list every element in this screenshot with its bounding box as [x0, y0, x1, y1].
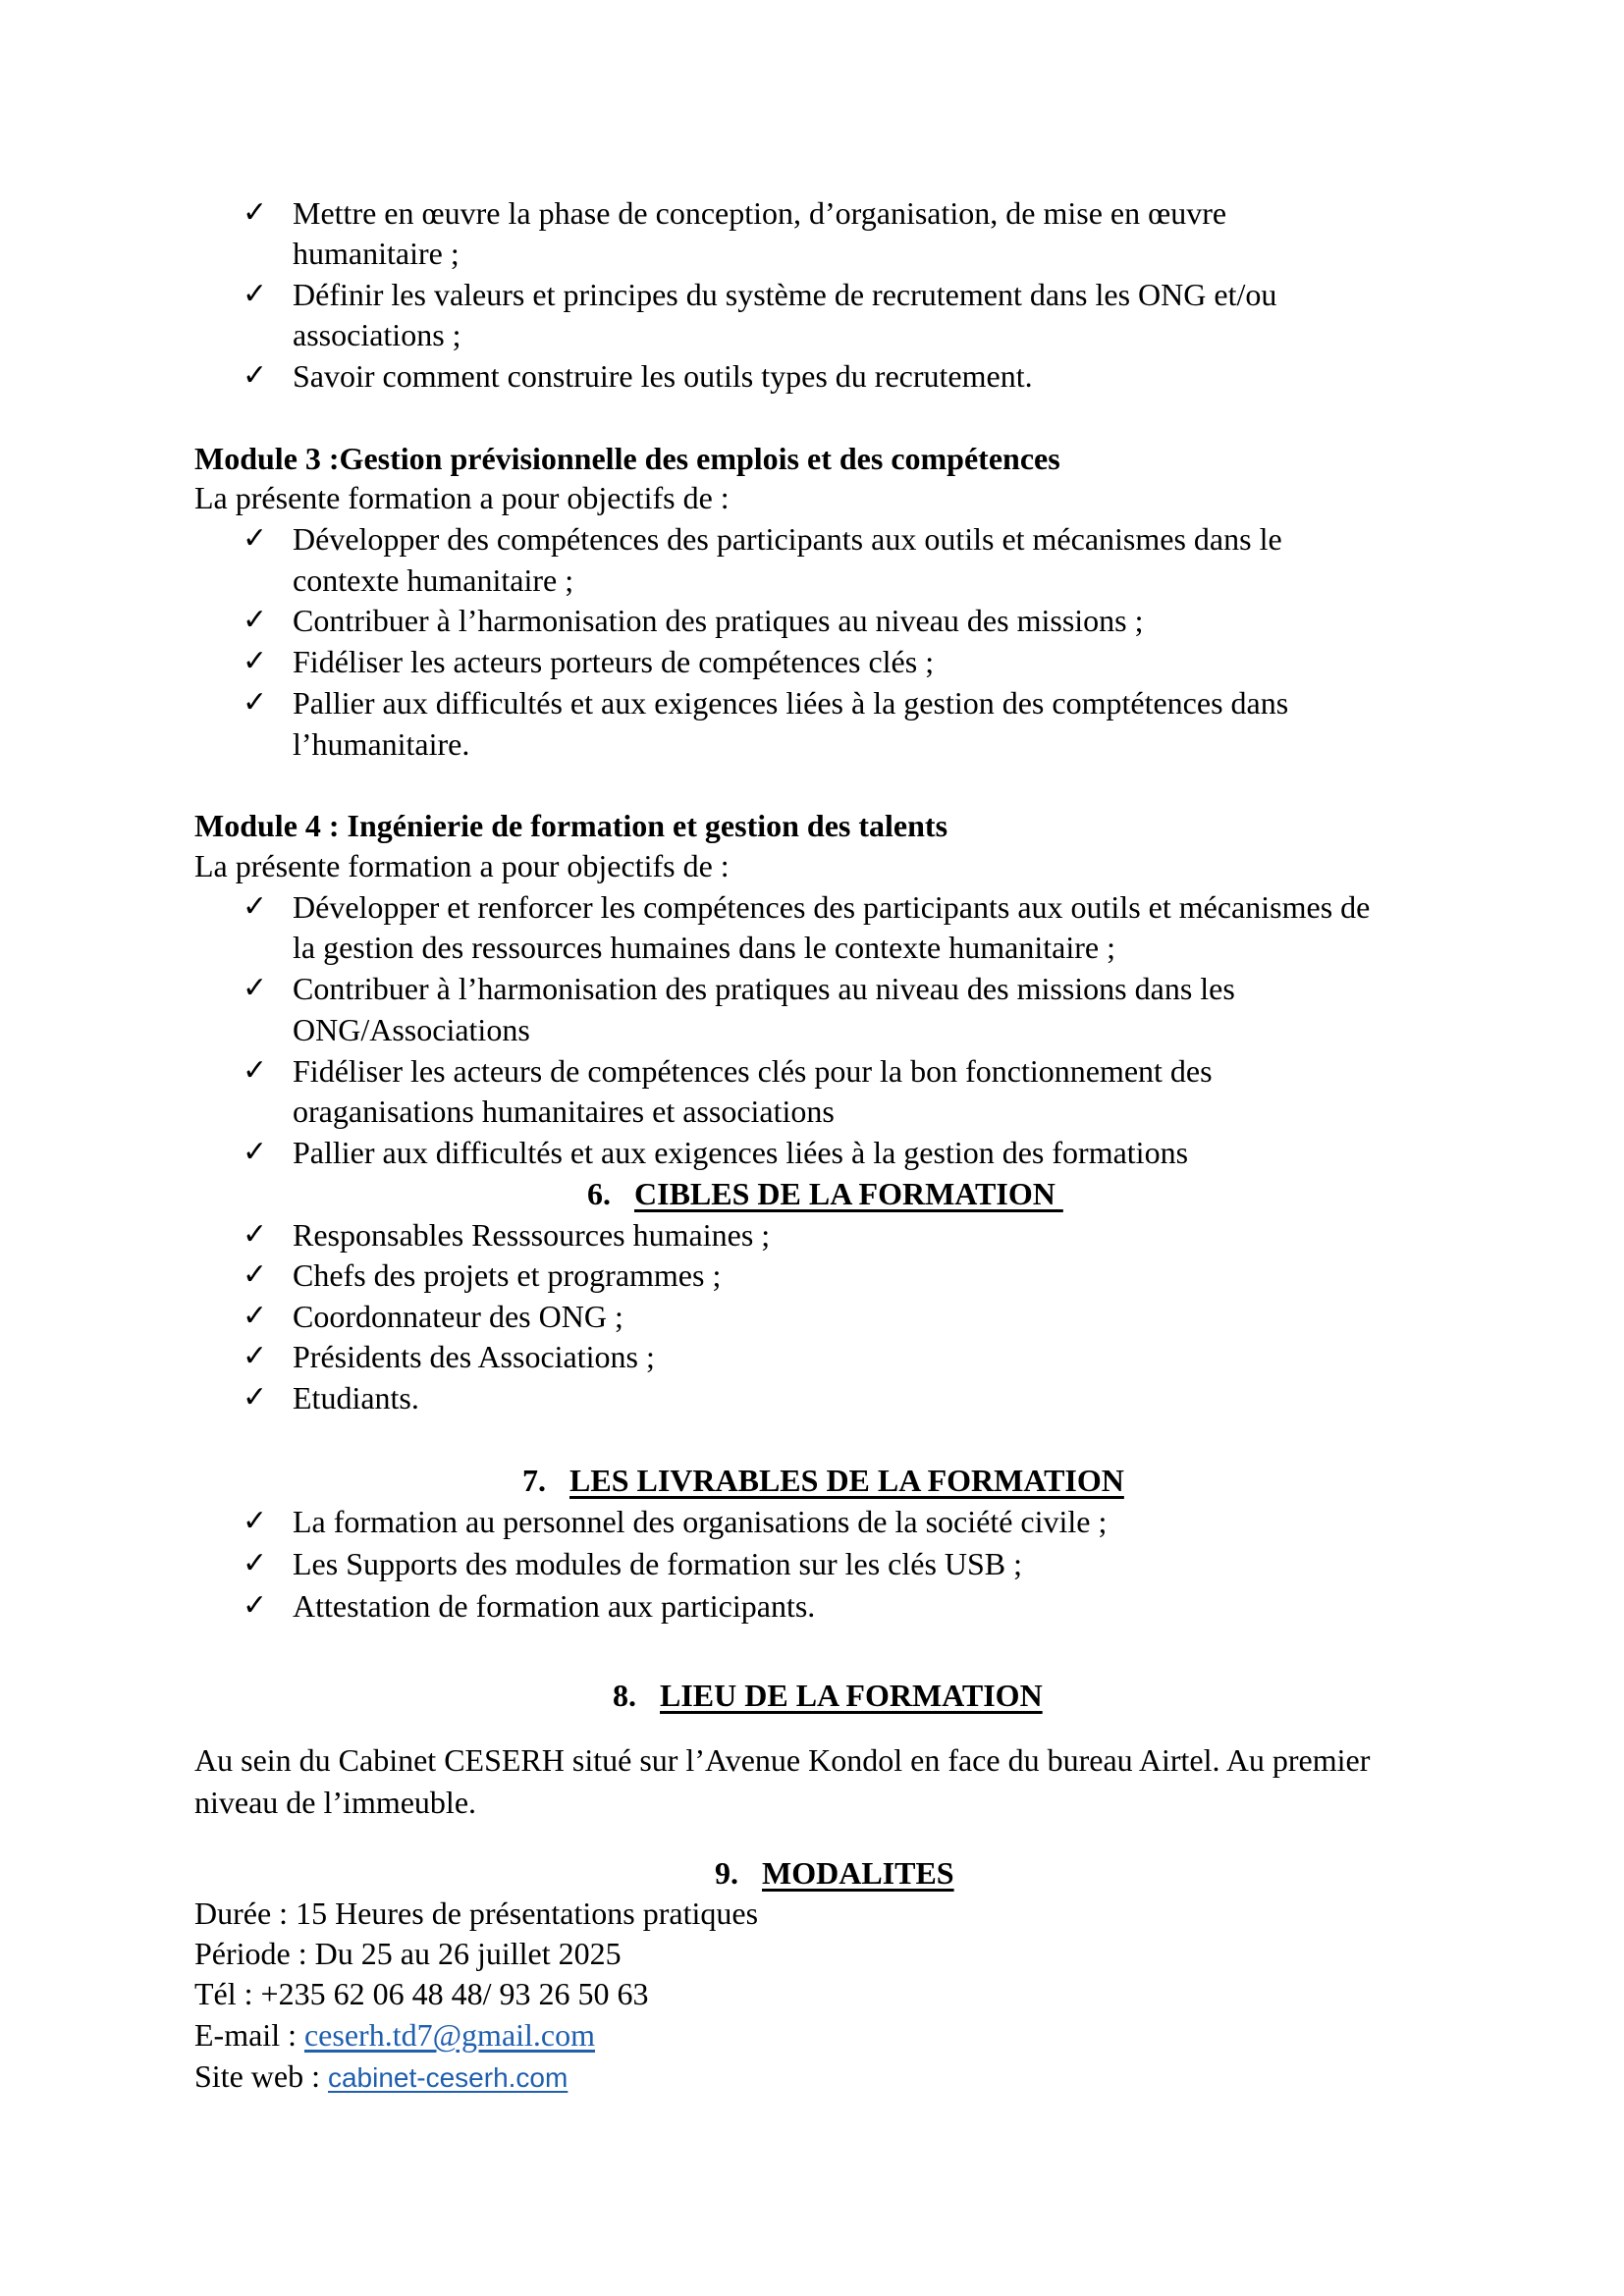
- module-4-intro: La présente formation a pour objectifs de :: [194, 848, 730, 883]
- module-3-title: Module 3 :Gestion prévisionnelle des emplois et des compétences: [194, 441, 1060, 476]
- list-item-text: Développer et renforcer les compétences des participants aux outils et mécanismes de: [293, 889, 1371, 925]
- checkmark-icon: ✓: [243, 972, 268, 1004]
- list-item-text: Pallier aux difficultés et aux exigences liées à la gestion des formations: [293, 1135, 1189, 1170]
- list-item-text: Etudiants.: [293, 1380, 419, 1415]
- checkmark-icon: ✓: [243, 1340, 268, 1372]
- phone-text: Tél : +235 62 06 48 48/ 93 26 50 63: [194, 1976, 649, 2011]
- list-item-text: Coordonnateur des ONG ;: [293, 1299, 623, 1334]
- section-number: 7.: [522, 1463, 546, 1498]
- list-item-text: Présidents des Associations ;: [293, 1339, 655, 1374]
- checkmark-icon: ✓: [243, 278, 268, 310]
- list-item-text: contexte humanitaire ;: [293, 562, 574, 598]
- checkmark-icon: ✓: [243, 604, 268, 636]
- module-4-title: Module 4 : Ingénierie de formation et gestion des talents: [194, 808, 948, 843]
- section-title: CIBLES DE LA FORMATION: [634, 1176, 1063, 1211]
- section-title: MODALITES: [762, 1855, 954, 1891]
- list-item-text: La formation au personnel des organisations de la société civile ;: [293, 1504, 1108, 1539]
- checkmark-icon: ✓: [243, 522, 268, 555]
- period-text: Période : Du 25 au 26 juillet 2025: [194, 1936, 622, 1971]
- checkmark-icon: ✓: [243, 1258, 268, 1291]
- section-number: 8.: [613, 1678, 636, 1713]
- checkmark-icon: ✓: [243, 1218, 268, 1251]
- list-item-text: associations ;: [293, 317, 461, 352]
- list-item-text: Contribuer à l’harmonisation des pratiques au niveau des missions dans les: [293, 971, 1235, 1006]
- website-line: [194, 2056, 568, 2098]
- section-number: 6.: [587, 1176, 611, 1211]
- list-item-text: Mettre en œuvre la phase de conception, d’organisation, de mise en œuvre: [293, 195, 1227, 231]
- checkmark-icon: ✓: [243, 1547, 268, 1579]
- checkmark-icon: ✓: [243, 1300, 268, 1332]
- checkmark-icon: ✓: [243, 359, 268, 392]
- section-8-heading: [613, 1676, 1043, 1715]
- list-item-text: Développer des compétences des participants aux outils et mécanismes dans le: [293, 521, 1282, 557]
- list-item-text: l’humanitaire.: [293, 726, 470, 762]
- list-item-text: Fidéliser les acteurs de compétences clés pour la bon fonctionnement des: [293, 1053, 1213, 1089]
- list-item-text: Pallier aux difficultés et aux exigences liées à la gestion des comptétences dans: [293, 685, 1289, 721]
- module-3-intro: La présente formation a pour objectifs de :: [194, 480, 730, 515]
- list-item-text: Contribuer à l’harmonisation des pratiques au niveau des missions ;: [293, 603, 1144, 638]
- checkmark-icon: ✓: [243, 1136, 268, 1168]
- checkmark-icon: ✓: [243, 1589, 268, 1622]
- website-label: Site web :: [194, 2058, 328, 2094]
- list-item-text: oraganisations humanitaires et associations: [293, 1094, 835, 1129]
- section-title: LES LIVRABLES DE LA FORMATION: [569, 1463, 1124, 1498]
- section-6-heading: [587, 1174, 1063, 1213]
- section-title: LIEU DE LA FORMATION: [660, 1678, 1043, 1713]
- section-9-heading: [715, 1853, 954, 1893]
- list-item-text: Savoir comment construire les outils types du recrutement.: [293, 358, 1033, 394]
- email-line: [194, 2015, 595, 2055]
- checkmark-icon: ✓: [243, 196, 268, 229]
- list-item-text: Définir les valeurs et principes du système de recrutement dans les ONG et/ou: [293, 277, 1277, 312]
- list-item-text: Les Supports des modules de formation sur les clés USB ;: [293, 1546, 1023, 1581]
- email-link[interactable]: ceserh.td7@gmail.com: [303, 2017, 596, 2053]
- list-item-text: Fidéliser les acteurs porteurs de compétences clés ;: [293, 644, 935, 679]
- section-number: 9.: [715, 1855, 738, 1891]
- list-item-text: ONG/Associations: [293, 1012, 530, 1047]
- list-item-text: Responsables Resssources humaines ;: [293, 1217, 771, 1253]
- list-item-text: Attestation de formation aux participants.: [293, 1588, 816, 1624]
- email-label: E-mail :: [194, 2017, 304, 2053]
- website-link[interactable]: cabinet-ceserh.com: [327, 2062, 568, 2093]
- checkmark-icon: ✓: [243, 890, 268, 923]
- duration-text: Durée : 15 Heures de présentations pratiques: [194, 1896, 759, 1931]
- section-7-heading: [522, 1461, 1124, 1500]
- location-text: Au sein du Cabinet CESERH situé sur l’Avenue Kondol en face du bureau Airtel. Au premier: [194, 1742, 1371, 1778]
- checkmark-icon: ✓: [243, 1381, 268, 1414]
- list-item-text: Chefs des projets et programmes ;: [293, 1257, 722, 1293]
- checkmark-icon: ✓: [243, 1505, 268, 1537]
- checkmark-icon: ✓: [243, 1054, 268, 1087]
- checkmark-icon: ✓: [243, 686, 268, 719]
- location-text: niveau de l’immeuble.: [194, 1785, 477, 1820]
- list-item-text: humanitaire ;: [293, 236, 460, 271]
- list-item-text: la gestion des ressources humaines dans le contexte humanitaire ;: [293, 930, 1115, 965]
- checkmark-icon: ✓: [243, 645, 268, 677]
